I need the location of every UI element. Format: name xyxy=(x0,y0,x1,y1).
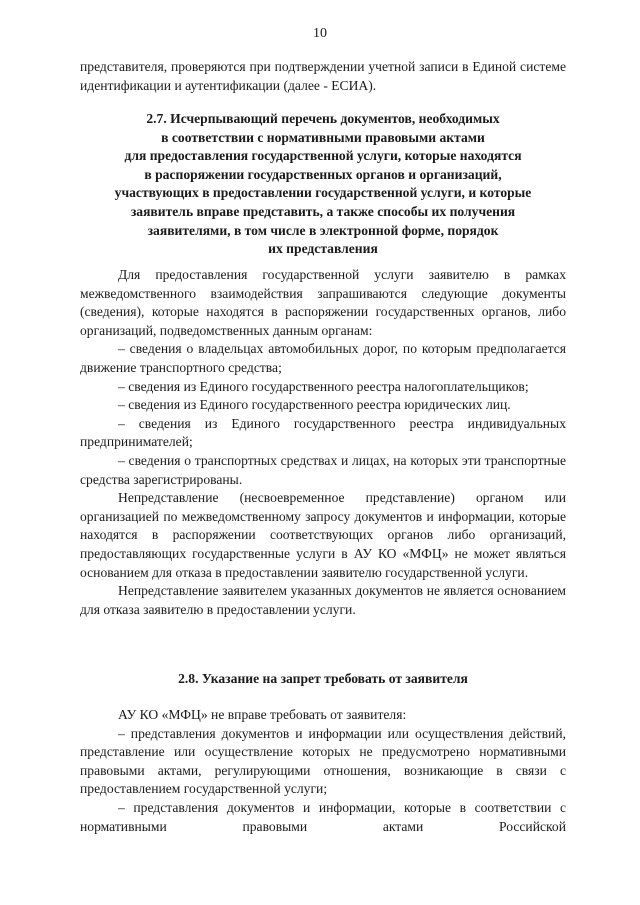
heading-line: участвующих в предоставлении государственной услуги, и которые xyxy=(114,185,532,201)
page-number: 10 xyxy=(313,26,327,41)
intro-paragraph xyxy=(80,58,566,95)
heading-line: их представления xyxy=(268,241,378,257)
list-item: – представления документов и информации или осуществления действий, представление или осуществление которых не предусмотрено нормативными правовыми актами, регулирующими отношения, возникающие в связи с предоставлением государственной услуги; xyxy=(80,725,566,797)
list-item: – сведения из Единого государственного реестра индивидуальных предпринимателей; xyxy=(80,415,566,450)
section-2-8-heading xyxy=(80,670,566,689)
intro-text: представителя, проверяются при подтверждении учетной записи в Единой системе идентификации и аутентификации (далее - ЕСИА). xyxy=(80,59,566,93)
list-item: – сведения о транспортных средствах и лицах, на которых эти транспортные средства зарегистрированы. xyxy=(80,452,566,487)
heading-line: заявителями, в том числе в электронной форме, порядок xyxy=(147,222,499,238)
lead-paragraph: Для предоставления государственной услуги заявителю в рамках межведомственного взаимодействия запрашиваются следующие документы (сведения), которые находятся в распоряжении государственных органов, либо организаций, подведомственных данным органам: xyxy=(80,267,566,338)
heading-line: для предоставления государственной услуги, которые находятся xyxy=(124,148,522,164)
heading-line: заявитель вправе представить, а также способы их получения xyxy=(130,203,516,219)
paragraph: Непредставление (несвоевременное представление) органом или организацией по межведомственному запросу документов и информации, которые находятся в распоряжении соответствующих органов либо организаций, предоставляющих государственные услуги в АУ КО «МФЦ» не может являться основанием для отказа в предоставлении заявителю государственной услуги. xyxy=(80,490,566,580)
list-item: – сведения из Единого государственного реестра юридических лиц. xyxy=(118,397,511,413)
section-2-7-heading xyxy=(80,110,566,259)
lead-paragraph: АУ КО «МФЦ» не вправе требовать от заявителя: xyxy=(118,707,407,722)
list-item: – представления документов и информации, которые в соответствии с нормативными правовыми актами Российской xyxy=(80,799,566,834)
section-2-8-body xyxy=(80,706,566,836)
heading-line: в соответствии с нормативными правовыми актами xyxy=(161,129,485,145)
heading-line: 2.8. Указание на запрет требовать от заявителя xyxy=(178,671,468,686)
heading-line: в распоряжении государственных органов и организаций, xyxy=(144,166,502,182)
heading-line: 2.7. Исчерпывающий перечень документов, необходимых xyxy=(146,111,500,126)
paragraph: Непредставление заявителем указанных документов не является основанием для отказа заявителю в предоставлении услуги. xyxy=(80,583,566,617)
list-item: – сведения о владельцах автомобильных дорог, по которым предполагается движение транспортного средства; xyxy=(80,341,566,375)
section-2-7-body xyxy=(80,266,566,619)
list-item: – сведения из Единого государственного реестра налогоплательщиков; xyxy=(118,378,529,394)
